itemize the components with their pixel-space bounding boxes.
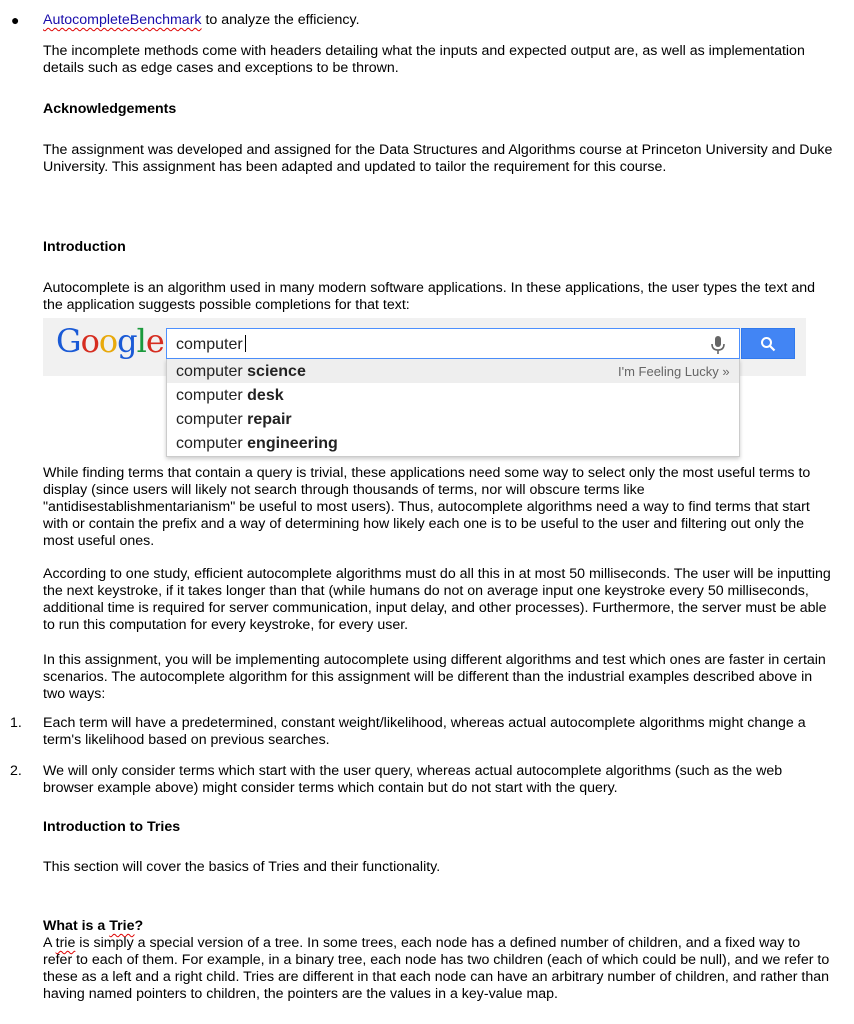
tries-heading: Introduction to Tries [43,819,181,835]
acknowledgements-paragraph: The assignment was developed and assigned for the Data Structures and Algorithms course at Princeton University and Duke University. This assignment has been adapted and updated to tailor the requirement for this course. [43,142,833,175]
suggestion-item[interactable]: computer repair [176,411,292,428]
what-is-trie-heading: What is a Trie? [43,918,144,934]
feeling-lucky-link[interactable]: I'm Feeling Lucky » [618,364,730,379]
study-paragraph: According to one study, efficient autocomplete algorithms must do all this in at most 50 milliseconds. The user will be inputting the next keystroke, if it takes longer than that (while humans do not on average input one keystroke every 50 milliseconds, additional time is required for server communication, input delay, and other processes). Furthermore, the server must be able to run this computation for every keystroke, for every user. [43,566,831,633]
tries-paragraph: This section will cover the basics of Tries and their functionality. [43,859,441,875]
list-number: 1. [10,715,22,731]
benchmark-line-rest: to analyze the efficiency. [201,12,360,28]
assignment-paragraph: In this assignment, you will be implementing autocomplete using different algorithms and test which ones are faster in certain scenarios. The autocomplete algorithm for this assignment will be different than the industrial examples described above in two ways: [43,652,826,702]
introduction-paragraph: Autocomplete is an algorithm used in many modern software applications. In these applications, the user types the text and the application suggests possible completions for that text: [43,280,816,313]
spellcheck-word: Trie [109,918,135,934]
text-caret [245,335,246,352]
methods-paragraph: The incomplete methods come with headers detailing what the inputs and expected output are, as well as implementation details such as edge cases and exceptions to be thrown. [43,43,805,76]
autocomplete-benchmark-link[interactable]: AutocompleteBenchmark [43,12,202,28]
search-icon [760,336,776,352]
suggestion-item[interactable]: computer science [176,363,306,380]
list-item: We will only consider terms which start with the user query, whereas actual autocomplete algorithms (such as the web browser example above) might consider terms which contain but do not start with the query. [43,763,783,796]
list-item: Each term will have a predetermined, constant weight/likelihood, whereas actual autocomplete algorithms might change a term's likelihood based on previous searches. [43,715,806,748]
search-query-text: computer [176,335,246,354]
suggestion-item[interactable]: computer desk [176,387,284,404]
benchmark-line [43,12,833,29]
bullet-marker: ● [11,12,20,28]
suggestion-item[interactable]: computer engineering [176,435,338,452]
finding-terms-paragraph: While finding terms that contain a query is trivial, these applications need some way to select only the most useful terms to display (since users will likely not search through thousands of terms, nor will obscure terms like "antidisestablishmentarianism" be useful to most users). Thus, autocomplete algorithms need a way to find terms that start with or contain the prefix and a way of determining how likely each one is to be useful to the user and filtering out only the most useful ones. [43,465,811,549]
google-logo: Google [56,322,164,360]
google-search-input[interactable] [166,328,740,359]
search-button[interactable] [741,328,795,359]
introduction-heading: Introduction [43,239,126,255]
acknowledgements-heading: Acknowledgements [43,101,177,117]
what-is-trie-paragraph: A trie is simply a special version of a tree. In some trees, each node has a defined number of children, and a fixed way to refer to each of them. For example, in a binary tree, each node has two children (each of which could be null), and we refer to these as a left and a right child. Tries are different in that each node can have an arbitrary number of children, and rather than having named pointers to children, the pointers are the values in a key-value map. [43,935,830,1002]
list-number: 2. [10,763,22,779]
spellcheck-word: trie [55,935,76,951]
microphone-icon[interactable] [708,334,728,356]
autocomplete-dropdown [166,359,740,457]
